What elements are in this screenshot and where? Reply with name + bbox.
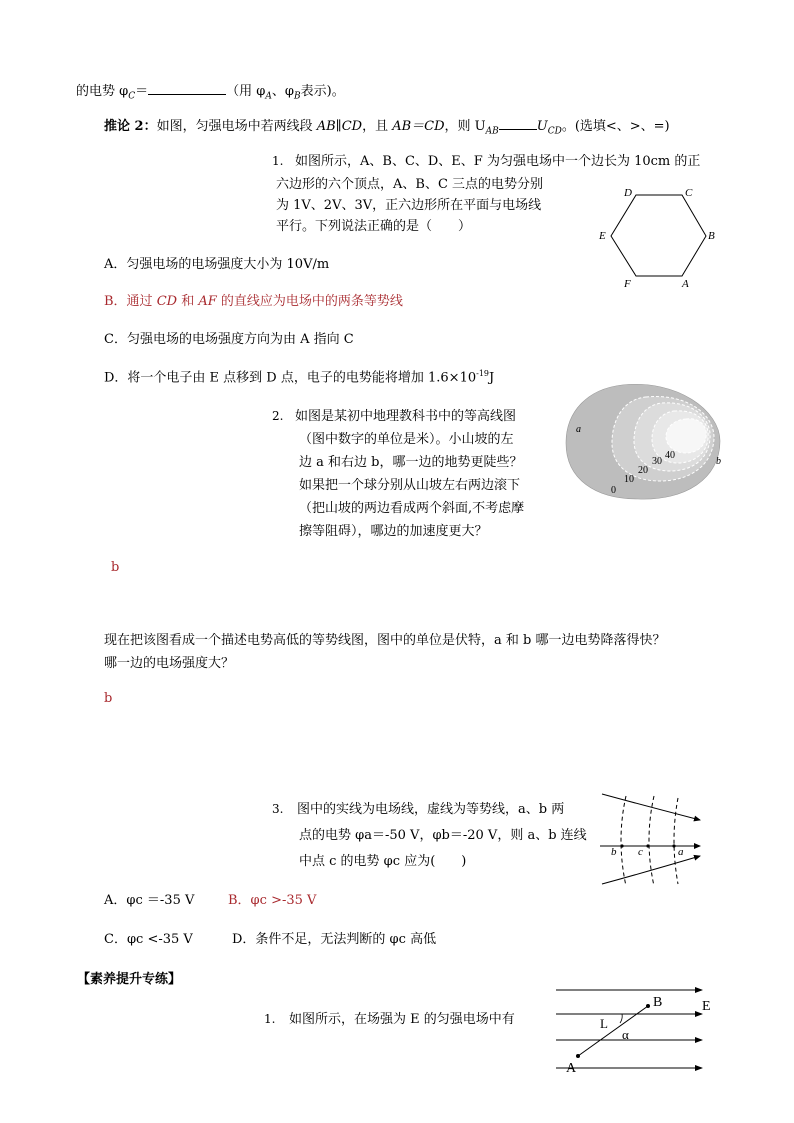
map-label-20: 20 [638,465,648,476]
hex-label-d: D [624,187,632,199]
q2-stem-line: 如图是某初中地理教科书中的等高线图 [295,409,517,424]
q2-answer-1: b [111,560,120,575]
answer-blank[interactable] [499,117,537,130]
map-label-10: 10 [624,474,634,485]
q2-stem-line: 边 a 和右边 b，哪一边的地势更陡些？ [299,455,523,470]
q1-stem-line: 为 1V、2V、3V，正六边形所在平面与电场线 [276,198,542,213]
corollary-2: 推论 2：如图，匀强电场中若两线段 AB∥CD，且 AB＝CD，则 $U_{AB}$ $U_{CD}$。(选填<、>、=) [104,119,670,137]
section-title: 【素养提升专练】 [77,972,182,987]
q1-number: 1. [272,154,284,168]
q2-followup-line: 哪一边的电场强度大？ [104,656,235,671]
q1-option-a[interactable]: A．匀强电场的电场强度大小为 10V/m [104,257,330,272]
q2-number: 2. [272,409,284,423]
fig-label-c: c [638,846,643,858]
map-label-a: a [576,424,581,435]
point-a [672,844,675,847]
hex-label-f: F [624,278,631,290]
q2-stem-line: 如果把一个球分别从山坡左右两边滚下 [299,478,521,493]
angle-arc [620,1014,622,1023]
q2-stem-line: 擦等阻碍），哪边的加速度更大？ [299,524,488,539]
q3-number: 3. [272,802,284,816]
hex-label-a: A [682,278,689,290]
q3-option-b[interactable]: B．φc >-35 V [228,893,317,908]
field-line-bottom [602,856,700,884]
point-b [646,1004,650,1008]
q2-answer-2: b [104,691,113,706]
q4-stem-line: 如图所示，在场强为 E 的匀强电场中有 [289,1012,515,1027]
fig-label-l: L [600,1016,608,1031]
map-label-b: b [716,456,721,467]
q3-option-a[interactable]: A．φc ＝-35 V [104,893,195,908]
q1-stem-line: 六边形的六个顶点，A、B、C 三点的电势分别 [276,177,544,192]
point-a [576,1054,580,1058]
fig-label-b: b [611,846,617,858]
point-c [646,844,649,847]
fig-label-alpha: α [622,1027,629,1042]
hex-label-e: E [599,230,606,242]
q3-option-d[interactable]: D．条件不足，无法判断的 φc 高低 [232,932,437,947]
q3-stem-line: 点的电势 φa＝-50 V，φb＝-20 V，则 a、b 连线 [299,828,587,843]
contour-map-figure [560,383,730,503]
map-label-0: 0 [611,485,616,496]
map-label-30: 30 [652,456,662,467]
q1-option-c[interactable]: C．匀强电场的电场强度方向为由 A 指向 C [104,332,354,347]
fig-label-a: a [678,846,684,858]
line-potential-c: 的电势 $\varphi_C=$ （用 $\varphi_A$、$\varphi_B$表示)。 [76,84,345,102]
q1-stem-line: 平行。下列说法正确的是（ ） [276,219,472,234]
q1-stem-line: 如图所示，A、B、C、D、E、F 为匀强电场中一个边长为 10cm 的正 [295,154,701,169]
q1-option-d[interactable]: D．将一个电子由 E 点移到 D 点，电子的电势能将增加 $1.6\times 10^{-19}J$ [104,369,495,386]
q3-stem-line: 中点 c 的电势 φc 应为( ) [299,854,467,869]
uniform-field-figure [552,984,722,1076]
point-b [620,844,623,847]
q3-option-c[interactable]: C．φc <-35 V [104,932,193,947]
q2-stem-line: （图中数字的单位是米）。小山坡的左 [299,432,514,447]
equipotential-line-3 [674,798,678,884]
contour-40 [666,419,706,453]
hex-label-c: C [685,187,693,199]
q1-option-b[interactable]: B．通过 CD 和 AF 的直线应为电场中的两条等势线 [104,294,403,309]
hexagon-shape [611,195,706,276]
equipotential-line-2 [649,796,654,886]
q4-number: 1. [264,1012,276,1026]
answer-blank[interactable] [148,82,226,95]
fig-label-e: E [702,999,711,1014]
equipotential-line-1 [621,796,626,886]
hex-label-b: B [708,230,715,242]
hexagon-figure [596,184,722,290]
map-label-40: 40 [665,450,675,461]
field-line-top [602,794,700,820]
fig-label-b: B [653,995,663,1010]
q3-stem-line: 图中的实线为电场线，虚线为等势线，a、b 两 [297,802,565,817]
q2-followup-line: 现在把该图看成一个描述电势高低的等势线图，图中的单位是伏特，a 和 b 哪一边电势降落得快？ [104,633,666,648]
fig-label-a: A [566,1061,577,1076]
q2-stem-line: （把山坡的两边看成两个斜面,不考虑摩 [299,501,525,516]
field-lines-figure [596,790,706,890]
